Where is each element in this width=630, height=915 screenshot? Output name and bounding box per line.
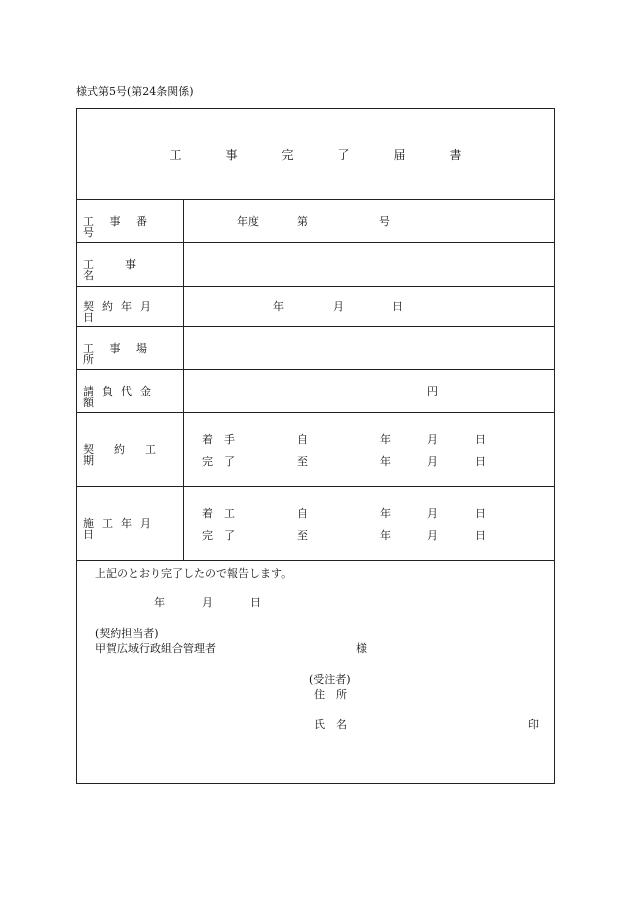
koki-start-year: 年	[380, 433, 391, 446]
ukeoi-yen-unit: 円	[427, 385, 438, 398]
label-koji-mei	[83, 259, 177, 281]
koki-end-kind: 完 了	[202, 455, 235, 468]
label-text: 工事名	[83, 258, 167, 282]
contract-officer-label: (契約担当者)	[95, 627, 159, 640]
koji-bango-dai: 第	[297, 215, 308, 228]
address-label: 住 所	[314, 688, 347, 701]
koki-end-day: 日	[475, 455, 486, 468]
name-label: 氏 名	[314, 718, 347, 731]
contractor-label: (受注者)	[309, 673, 351, 686]
recipient-name: 甲賀広域行政組合管理者	[95, 642, 216, 655]
address-field[interactable]	[357, 683, 537, 705]
row-divider	[77, 369, 554, 370]
title-char: 工	[169, 148, 182, 162]
seko-end-month: 月	[427, 529, 438, 542]
label-text: 請負代金額	[83, 385, 159, 409]
seko-end-to: 至	[297, 529, 308, 542]
label-keiyaku-koki	[83, 444, 177, 466]
row-divider	[77, 560, 554, 561]
row-divider	[77, 286, 554, 287]
label-keiyaku-ymd	[83, 301, 177, 323]
koki-start-month: 月	[427, 433, 438, 446]
koji-basho-field[interactable]	[189, 330, 549, 364]
label-text: 契約年月日	[83, 300, 159, 324]
label-text: 工事番号	[83, 215, 163, 239]
keiyaku-koki-field[interactable]	[189, 417, 549, 481]
report-day-unit: 日	[250, 596, 261, 609]
document-title	[77, 149, 554, 161]
seko-start-kind: 着 工	[202, 507, 235, 520]
koki-start-kind: 着 手	[202, 433, 235, 446]
seko-start-from: 自	[297, 507, 308, 520]
form-caption: 様式第5号(第24条関係)	[76, 85, 194, 98]
column-divider	[183, 199, 184, 560]
title-char: 完	[281, 148, 294, 162]
label-ukeoi-daikin	[83, 386, 177, 408]
koji-bango-field[interactable]	[197, 207, 537, 235]
keiyaku-month-unit: 月	[333, 300, 344, 313]
keiyaku-ymd-field[interactable]	[189, 290, 549, 322]
koji-mei-field[interactable]	[189, 247, 549, 281]
title-char: 書	[449, 148, 462, 162]
koki-start-day: 日	[475, 433, 486, 446]
label-seko-ymd	[83, 518, 177, 540]
seko-end-kind: 完 了	[202, 529, 235, 542]
koki-end-to: 至	[297, 455, 308, 468]
title-char: 了	[337, 148, 350, 162]
report-year-unit: 年	[154, 596, 165, 609]
label-text: 施工年月日	[83, 517, 159, 541]
row-divider	[77, 326, 554, 327]
label-koji-bango	[83, 216, 177, 238]
seko-end-year: 年	[380, 529, 391, 542]
name-field[interactable]	[357, 713, 517, 735]
koji-bango-go: 号	[379, 215, 390, 228]
seko-end-day: 日	[475, 529, 486, 542]
title-char: 事	[225, 148, 238, 162]
keiyaku-day-unit: 日	[392, 300, 403, 313]
row-divider	[77, 486, 554, 487]
koki-end-year: 年	[380, 455, 391, 468]
seko-start-day: 日	[475, 507, 486, 520]
row-divider	[77, 199, 554, 200]
report-date-field[interactable]	[117, 592, 277, 614]
title-char: 届	[393, 148, 406, 162]
koki-start-from: 自	[297, 433, 308, 446]
koki-end-month: 月	[427, 455, 438, 468]
seko-ymd-field[interactable]	[189, 491, 549, 555]
koji-bango-nendo: 年度	[237, 215, 259, 228]
row-divider	[77, 412, 554, 413]
recipient-sama: 様	[356, 642, 367, 655]
keiyaku-year-unit: 年	[273, 300, 284, 313]
label-text: 工事場所	[83, 342, 163, 366]
label-text: 契約工期	[83, 443, 176, 467]
seko-start-month: 月	[427, 507, 438, 520]
label-koji-basho	[83, 343, 177, 365]
form-frame	[76, 108, 555, 784]
row-divider	[77, 242, 554, 243]
report-month-unit: 月	[202, 596, 213, 609]
report-statement: 上記のとおり完了したので報告します。	[95, 567, 293, 580]
seko-start-year: 年	[380, 507, 391, 520]
ukeoi-daikin-field[interactable]	[189, 374, 549, 408]
seal-mark: 印	[528, 718, 539, 731]
